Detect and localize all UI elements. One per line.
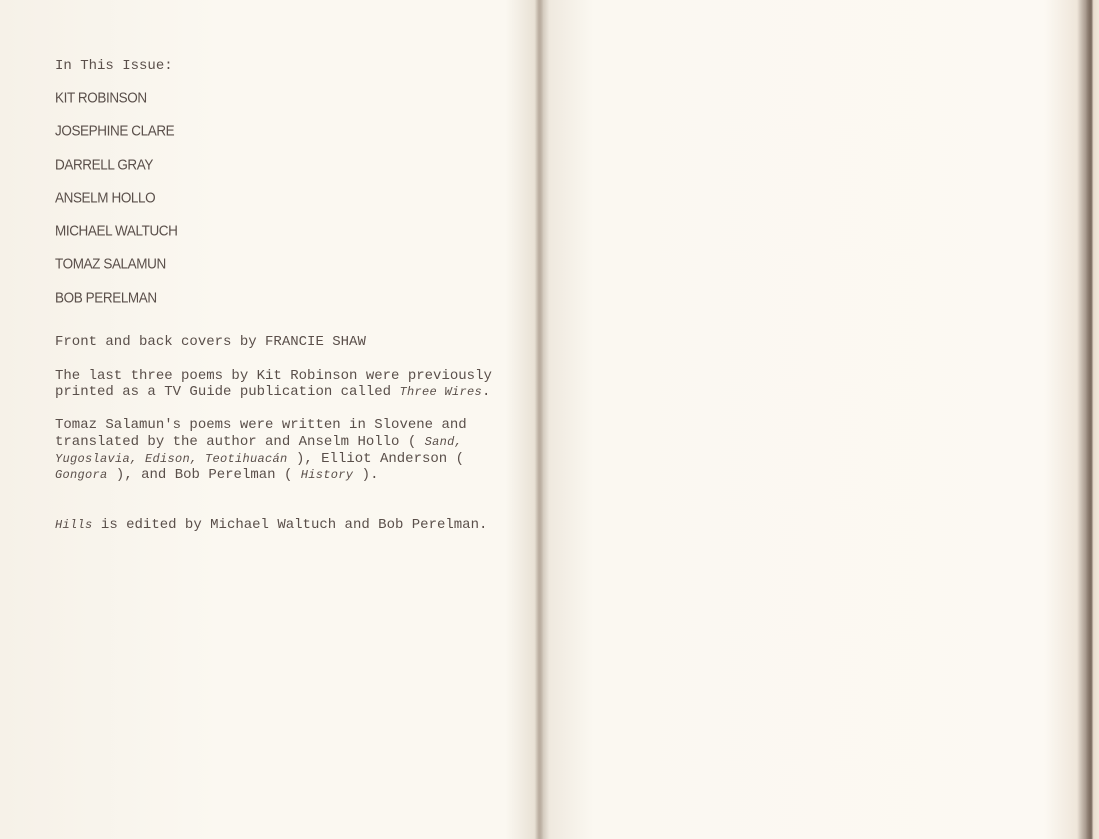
contents-block (55, 58, 515, 534)
right-page-blank (542, 0, 1077, 839)
contents-heading: In This Issue: (55, 58, 173, 74)
contributor-name: MICHAEL WALTUCH (55, 222, 178, 239)
hollo-titles: Sand, Yugoslavia, Edison, Teotihuacán (55, 434, 463, 466)
page-edge (1077, 0, 1099, 839)
contributor-name: ANSELM HOLLO (55, 188, 156, 206)
contributor-name: TOMAZ SALAMUN (55, 255, 166, 273)
salamun-note (55, 417, 515, 484)
three-wires-title: Three Wires (399, 385, 482, 400)
salamun-note-part2: ), Elliot Anderson ( (287, 450, 464, 467)
anderson-title: Gongora (55, 468, 108, 483)
contributor-name: JOSEPHINE CLARE (55, 122, 175, 140)
contributor-name: KIT ROBINSON (55, 89, 147, 106)
robinson-note-text: The last three poems by Kit Robinson were previously printed as a TV Guide publication called (55, 367, 492, 401)
contributor-name: DARRELL GRAY (55, 155, 153, 173)
salamun-note-part3: ), and Bob Perelman ( (107, 467, 301, 484)
contributor-name: BOB PERELMAN (55, 288, 157, 306)
editors-note (55, 517, 515, 534)
editors-note-text: is edited by Michael Waltuch and Bob Perelman. (92, 517, 488, 533)
cover-credit: Front and back covers by FRANCIE SHAW (55, 334, 366, 351)
magazine-title: Hills (55, 518, 93, 532)
perelman-title: History (300, 468, 354, 483)
salamun-note-part1: Tomaz Salamun's poems were written in Slovene and translated by the author and Anselm Hollo ( (55, 417, 467, 450)
salamun-note-part4: ). (353, 467, 379, 484)
contributor-list (55, 91, 515, 324)
robinson-note (55, 368, 515, 401)
robinson-note-end: . (481, 384, 491, 401)
left-page (0, 0, 538, 839)
